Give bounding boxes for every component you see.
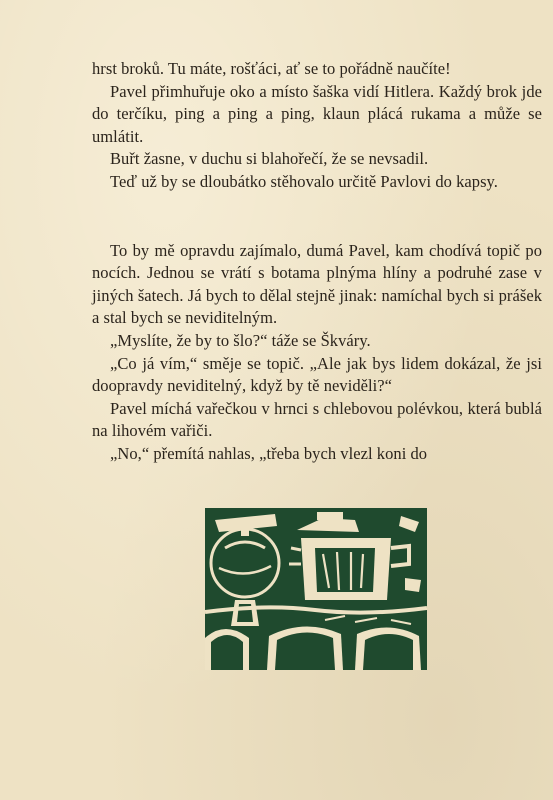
page-text bbox=[92, 58, 542, 466]
paragraph: To by mě opravdu zajímalo, dumá Pavel, kam chodívá topič po nocích. Jednou se vrátí s botama plnýma hlíny a podruhé zase v jiných šatech. Já bych to dělal stejně jinak: namíchal bych si prášek a stal bych se neviditelným. bbox=[92, 240, 542, 328]
paragraph: Pavel přimhuřuje oko a místo šaška vidí Hitlera. Každý brok jde do terčíku, ping a ping a ping, klaun plácá rukama a může se umlátit. bbox=[92, 81, 542, 146]
paragraph: Pavel míchá vařečkou v hrnci s chlebovou polévkou, která bublá na lihovém vařiči. bbox=[92, 398, 542, 441]
paragraph: „Co já vím,“ směje se topič. „Ale jak bys lidem dokázal, že jsi doopravdy neviditelný, když by tě neviděli?“ bbox=[92, 353, 542, 396]
woodcut-stove-pot-icon bbox=[205, 508, 427, 670]
section-break bbox=[92, 194, 542, 240]
paragraph: Teď už by se dloubátko stěhovalo určitě Pavlovi do kapsy. bbox=[110, 171, 498, 191]
paragraph: „No,“ přemítá nahlas, „třeba bych vlezl koni do bbox=[110, 443, 428, 463]
paragraph: Buřt žasne, v duchu si blahořečí, že se nevsadil. bbox=[110, 149, 429, 169]
paragraph: „Myslíte, že by to šlo?“ táže se Škváry. bbox=[110, 330, 371, 350]
paragraph: hrst broků. Tu máte, rošťáci, ať se to pořádně naučíte! bbox=[92, 59, 451, 78]
